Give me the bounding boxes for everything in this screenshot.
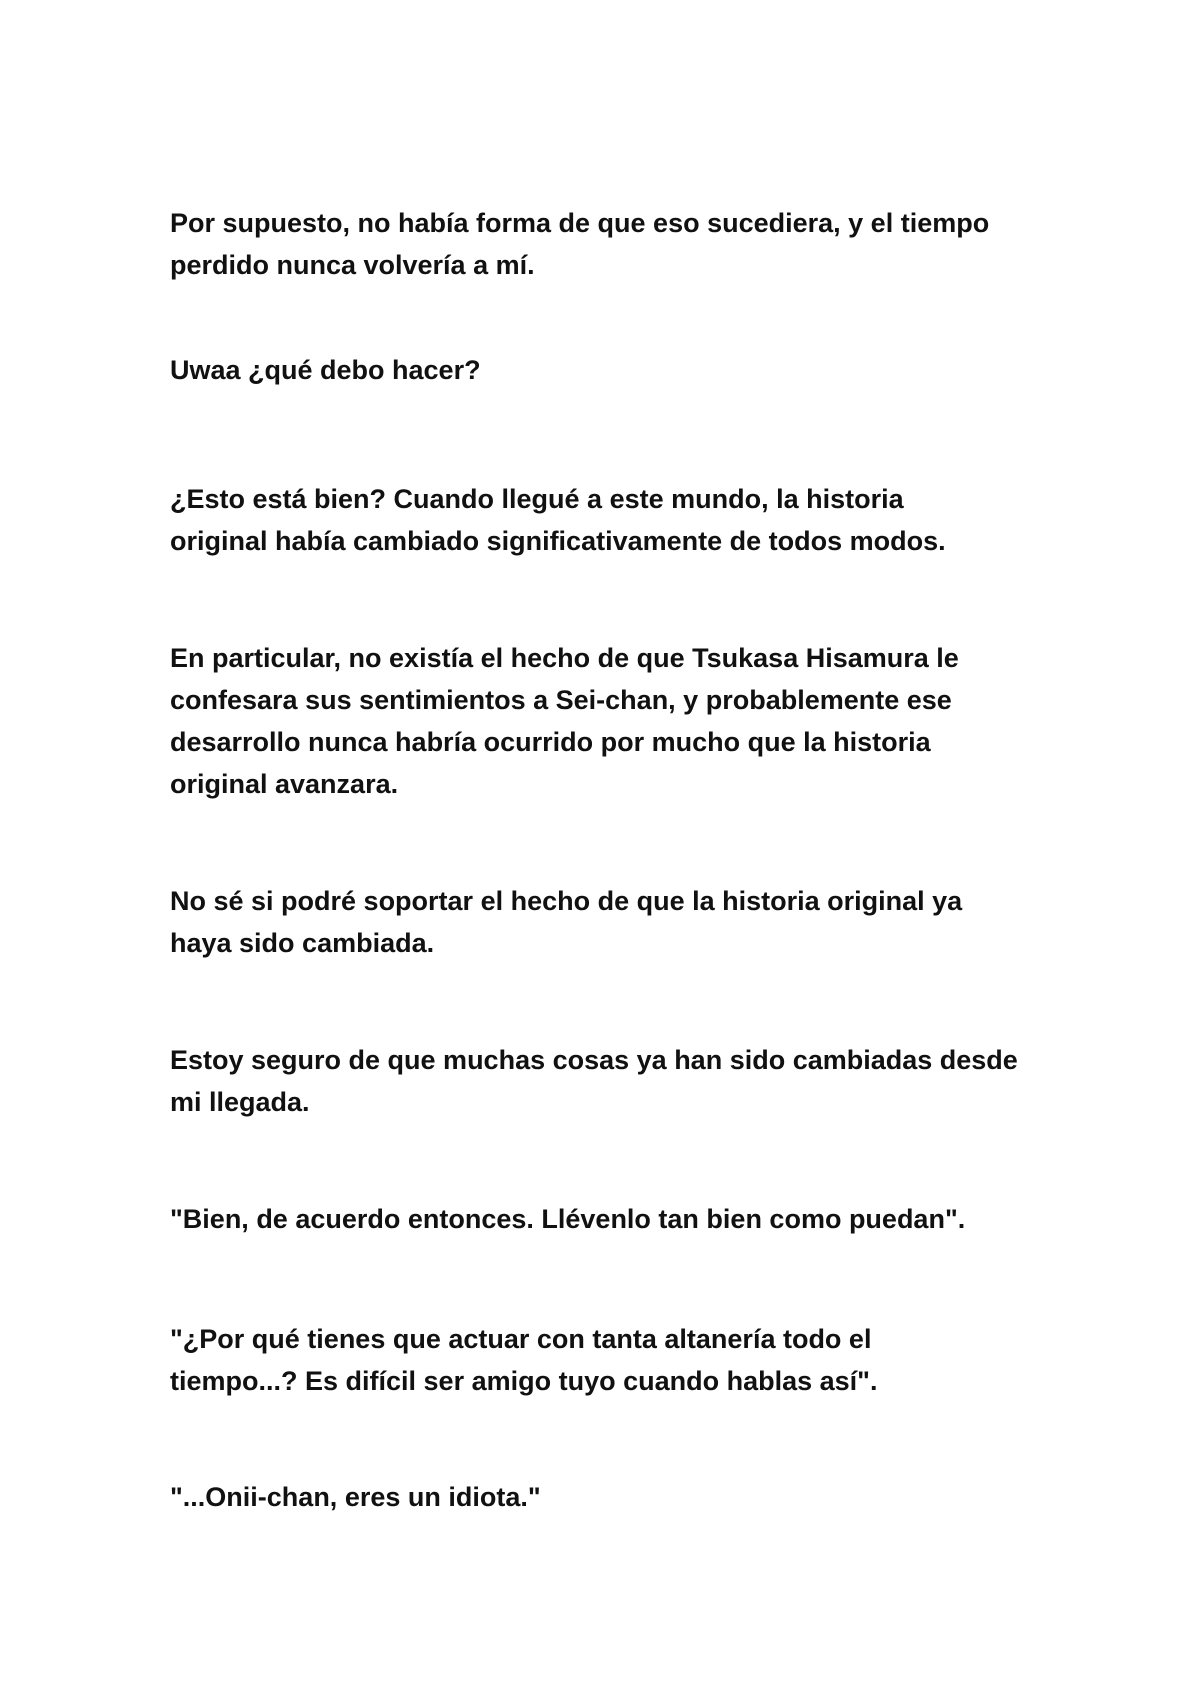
text-line: En particular, no existía el hecho de que Tsukasa Hisamura le xyxy=(170,643,959,673)
text-line: haya sido cambiada. xyxy=(170,928,435,958)
text-line: desarrollo nunca habría ocurrido por mucho que la historia xyxy=(170,727,931,757)
text-line: Estoy seguro de que muchas cosas ya han sido cambiadas desde xyxy=(170,1045,1018,1075)
text-line: mi llegada. xyxy=(170,1087,310,1117)
text-line: "...Onii-chan, eres un idiota." xyxy=(170,1482,541,1512)
text-line: original había cambiado significativamente de todos modos. xyxy=(170,526,946,556)
paragraph-1 xyxy=(170,202,1050,286)
paragraph-7 xyxy=(170,1198,1050,1240)
paragraph-8 xyxy=(170,1318,1050,1402)
text-line: Uwaa ¿qué debo hacer? xyxy=(170,355,481,385)
text-line: Por supuesto, no había forma de que eso sucediera, y el tiempo xyxy=(170,208,990,238)
paragraph-4 xyxy=(170,637,1050,805)
text-line: ¿Esto está bien? Cuando llegué a este mundo, la historia xyxy=(170,484,904,514)
paragraph-6 xyxy=(170,1039,1050,1123)
text-line: "¿Por qué tienes que actuar con tanta altanería todo el xyxy=(170,1324,872,1354)
paragraph-3 xyxy=(170,478,1050,562)
text-line: confesara sus sentimientos a Sei-chan, y probablemente ese xyxy=(170,685,952,715)
paragraph-2 xyxy=(170,349,1050,391)
paragraph-9 xyxy=(170,1476,1050,1518)
text-line: tiempo...? Es difícil ser amigo tuyo cuando hablas así". xyxy=(170,1366,878,1396)
text-line: original avanzara. xyxy=(170,769,399,799)
text-line: perdido nunca volvería a mí. xyxy=(170,250,535,280)
paragraph-5 xyxy=(170,880,1050,964)
text-line: No sé si podré soportar el hecho de que la historia original ya xyxy=(170,886,963,916)
text-line: "Bien, de acuerdo entonces. Llévenlo tan bien como puedan". xyxy=(170,1204,966,1234)
